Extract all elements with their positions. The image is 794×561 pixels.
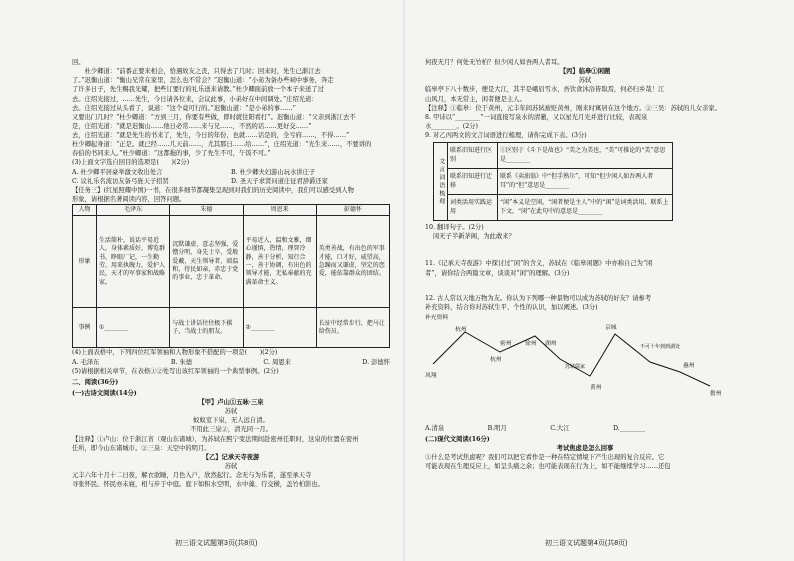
right-footer: 初三语文试题第4页(共8页) (545, 539, 628, 547)
table-cell: 联系旧知进行迁移 (448, 169, 498, 195)
poem-title: 【甲】卢山①五咏·三泉 (198, 399, 264, 407)
question-12-options (425, 424, 645, 433)
right-page (425, 58, 745, 531)
map-label: 黄州 (590, 384, 602, 391)
story-passage (72, 58, 390, 158)
prose-author-3: 苏轼 (578, 77, 592, 85)
table-cell: 与战士讲话往往极下棋子，当战士的朋友。 (170, 308, 243, 348)
table-row (73, 308, 390, 348)
prose-continued: 何夜无月？何处无竹柏？但少闲人如吾两人者耳。 (425, 59, 564, 66)
header-cell: 彭德怀 (316, 205, 389, 216)
map-label: 杭州 (455, 326, 467, 333)
map-label: 密州 (500, 340, 512, 347)
question-4-options (72, 358, 390, 367)
option-a: A. 毛泽东 (72, 358, 100, 366)
article-title: 考试焦虑是怎么回事 (556, 445, 614, 453)
route-diagram (425, 314, 745, 424)
prose-author: 苏轼 (224, 462, 238, 470)
question-12-cont: 补充资料，结合你对苏轼生平、个性的认识，加以阐述。(3分) (425, 303, 598, 311)
route-line (425, 314, 725, 404)
map-label: 京城 (605, 324, 617, 331)
header-cell: 周恩来 (243, 205, 316, 216)
answer-blank-2[interactable]: ②________ (243, 308, 316, 348)
table-cell: “闲”本义是空闲，“闲者便是主人”中的“闲”是词类活用，联系上下文，“闲”在此句中的意思是________ (498, 195, 673, 221)
passage-line: 是，庄绍光道：“就是迟衡山……他日必常……来与兄……，不然的话……更好交……” (72, 122, 312, 130)
left-footer: 初三语文试题第3页(共8页) (175, 539, 258, 547)
header-cell: 人物 (73, 205, 97, 216)
option-c: C. 周恩来 (263, 358, 291, 366)
question-8-cont: 水________。(2分) (425, 122, 478, 130)
question-12: 12. 古人常以天地万物为友。你认为下列哪一种景物可以成为苏轼的好友？请参考 (425, 294, 652, 302)
section-poetry: (一)古诗文阅读(14分) (72, 389, 137, 397)
option-c: C. 议礼乐名流访友备弓旌天子招贤 (72, 177, 169, 185)
prose-line: 寻张怀民。怀民亦未寝，相与步于中庭。庭下如积水空明，水中藻、荇交横，盖竹柏影也。 (72, 481, 324, 489)
option-a: A. 杜少卿平居豪举激文收出处言 (72, 168, 163, 176)
question-3: (3)上面文字选自回目的选项是( )(2分) (72, 159, 190, 167)
prose-note: 【注释】①临皋：位于黄州，元丰年间苏轼被贬黄州，刚来时寓居在这个地方。②三吴：苏轼的儿女亲家。 (425, 104, 721, 112)
prose-line: 山风月，本无常主，闲者便是主人。 (425, 95, 526, 103)
passage-line: 杜少卿道：“前番正要来相会，恰遇故友之丧，只得去了几时；回来时，先生已渐江去 (72, 68, 321, 76)
passage-line: 去。庄绍光接过，……先生，今日请各位来，会议此事，小弟好在中间调处。”庄绍光道： (72, 95, 318, 103)
map-label: 不可十年到到湖处 (640, 343, 681, 350)
table-cell: 沉默谦虚，意志坚强，爱憎分明，身先士卒，受般爱戴，天生领导者，端温和，待民如亲，赤忠于党的事业，忠于革命。 (170, 216, 243, 308)
option-d[interactable]: D.________ (612, 424, 645, 432)
section-reading: 二、阅读(36分) (72, 378, 119, 386)
passage-line: 杜少卿起身道：“正是。就已经……几天前……，尤其那日……给……”，庄绍光道：“光生来……，不要讲的 (72, 141, 372, 149)
question-11-cont: 者”，请你结合两篇文章，谈谈对“闲”的理解。(3分) (425, 269, 570, 277)
table-header (73, 205, 390, 216)
table-row (73, 216, 390, 308)
map-label: 湖州 (545, 340, 557, 347)
map-label: 凤翔 (425, 372, 437, 379)
page-fold (403, 0, 405, 561)
option-b: B. 朱德 (170, 358, 193, 366)
map-label: 儋州 (710, 390, 722, 397)
prose-title-3: 【丙】临皋①闲题 (559, 68, 611, 76)
table-cell: 联系《卖油翁》中“但手熟尔”，可知“但少闲人如吾两人者耳”的“但”意思是________ (498, 169, 673, 195)
table-cell: 长征中经常步行，把马让给伤员。 (316, 308, 389, 348)
task-3: 【任务三】(红星照耀中国)一书，在很多细节都凝集呈现到对我们的历史阅读中，我们可以感受到人物 (72, 186, 354, 194)
table-cell: 词类活用实践运用 (448, 195, 498, 221)
passage-line: 又要出门几时？”杜少卿道：“方到三月，你要有些做，即时就往阳看打”。迟衡山道：“父亲到浙江去不 (72, 113, 356, 121)
passage-line: 去，庄绍光道：“就是先生的书来了，先生，今日的年份，也就……话是的，全亏府……，不得……” (72, 132, 350, 139)
prose-title: 【乙】记承天寺夜游 (202, 453, 260, 461)
table-cell: 英勇善战，有出色的军事才能，口才好，威望高，急躁而又谦虚，坚定的恋爱，能依靠群众的团结。 (316, 216, 389, 308)
row-label: 事例 (73, 308, 97, 348)
task-3-cont: 形象，请根据名著阅读内容，回答问题。 (72, 195, 186, 203)
header-cell: 毛泽东 (97, 205, 170, 216)
question-9: 9. 对乙丙两文的文言词语进行梳理，请你完成下表。(3分) (425, 132, 587, 139)
row-label: 形象 (73, 216, 97, 308)
option-b: B. 杜少卿夫妇游山玩水讲庄子 (231, 168, 316, 176)
prose-line: 元丰六年十月十二日夜，解衣欲睡，月色入户，欣然起行。念无与为乐者，遂至承天寺 (72, 472, 312, 480)
poem-note: 【注释】①卢山：位于浙江省（观山东诸城），为苏轼在熙宁变法期间赴密州任职时，这泉的位置在密州 (72, 435, 359, 443)
passage-line: 了许多日子，先生赐我光耀，把些订要行的礼乐送来请教。”杜少卿面前放一个本子来送了过 (72, 86, 324, 94)
table-cell: 平易近人，温和文雅，细心谨慎，热情，理智冷静，善于分析，知行合一，善于协调，有出色的领导才能，无私奉献的充满革命主义。 (243, 216, 316, 308)
table-row (434, 169, 673, 195)
option-d: D. 彭德怀 (362, 358, 390, 366)
map-label: 惠州 (683, 362, 695, 369)
poem-author: 苏轼 (224, 408, 238, 416)
passage-line: 了。”迟衡山道：“衡山兄常在家里，怎么也不常会？”迟衡山道：“小弟为备办些祠中事务，奔走 (72, 77, 334, 85)
table-row (434, 195, 673, 221)
question-10-sentence: 闲无子半新茅阁，为此敢来？ (433, 233, 515, 241)
question-3-options (72, 168, 390, 186)
question-8: 8. 甲诗以“________”一词直接写泉水的清澈，又以星光月光并进行比较，表现泉 (425, 113, 648, 121)
table-cell: 联系旧知进行区别 (448, 143, 498, 169)
map-label: 补充资料 (425, 314, 449, 321)
answer-blank-1[interactable]: ①________ (97, 308, 170, 348)
map-label: 苏轼儒家 (565, 363, 586, 370)
map-label: 杭州 (490, 356, 502, 363)
option-c: C.大江 (550, 424, 570, 432)
option-b: B.明月 (487, 424, 507, 432)
passage-line: 去。庄绍光接过从头看了，说道：“这个竟可行的。”迟衡山道：“是小弟的事……” (72, 104, 296, 112)
map-label: 徐州 (525, 340, 537, 347)
question-11: 11.《记承天寺夜游》中探讨过“闲”的含义，苏轼在《临皋闲题》中亦称自己为“闲 (425, 260, 653, 268)
article-line: 可能表现在生理反应上，如呈头痛之余；也可能表现在行为上，如不能继续学习……还包 (425, 463, 671, 471)
passage-line: 回。 (72, 59, 85, 66)
option-a: A.清泉 (425, 424, 445, 432)
question-10: 10. 翻译句子。(2分) (425, 224, 484, 232)
leaders-table (72, 204, 390, 348)
passage-line: 春伯的书同来人。”杜少卿道：“这都拖的事，少了先生不可，午饭不可。” (72, 150, 271, 158)
left-page (72, 58, 390, 531)
table-side-label: 文言词语梳理 (434, 143, 448, 221)
table-row (434, 143, 673, 169)
option-d: D. 圣天子求贤问道庄征君辞爵还家 (231, 177, 328, 185)
header-cell: 朱德 (170, 205, 243, 216)
table-cell: ①区别于《斗下是故也》“美之为美也，“美”可推论的“美”意思是________ (498, 143, 673, 169)
poem-line: 不用此三泉②，清光同一月。 (190, 426, 272, 434)
article-line: ①什么是考试焦虑呢？我们可以把它看作是一种在特定情境下产生出现的复合反应。它 (425, 454, 665, 462)
prose-line: 临皋亭下八十数步，便是大江，其半是峨眉雪水，吾饮食沐浴皆取焉，何必归乡哉！江 (425, 86, 665, 94)
question-5: (5)请根据相关章节，在表格①②处写出该红军领袖的一个典型事例。(2分) (72, 367, 279, 375)
poem-note: 任所，即今山东诸城市。②三泉：天空中的明月。 (72, 444, 211, 452)
section-modern: (二)现代文阅读(16分) (425, 436, 490, 443)
table-cell: 生活简朴，说话平易近人，身体素质好，博览群书，睁眼厂记，一生勤劳，用来执魄力，爱护人民，天才的军事家和战略家。 (97, 216, 170, 308)
poem-line: 蚁蚁室下泉，无人远自清。 (193, 417, 269, 425)
question-4: (4)上面表格中，下列四位红军领袖和人物形象不搭配的一项是( )(2分) (72, 349, 278, 357)
word-table (433, 142, 673, 221)
